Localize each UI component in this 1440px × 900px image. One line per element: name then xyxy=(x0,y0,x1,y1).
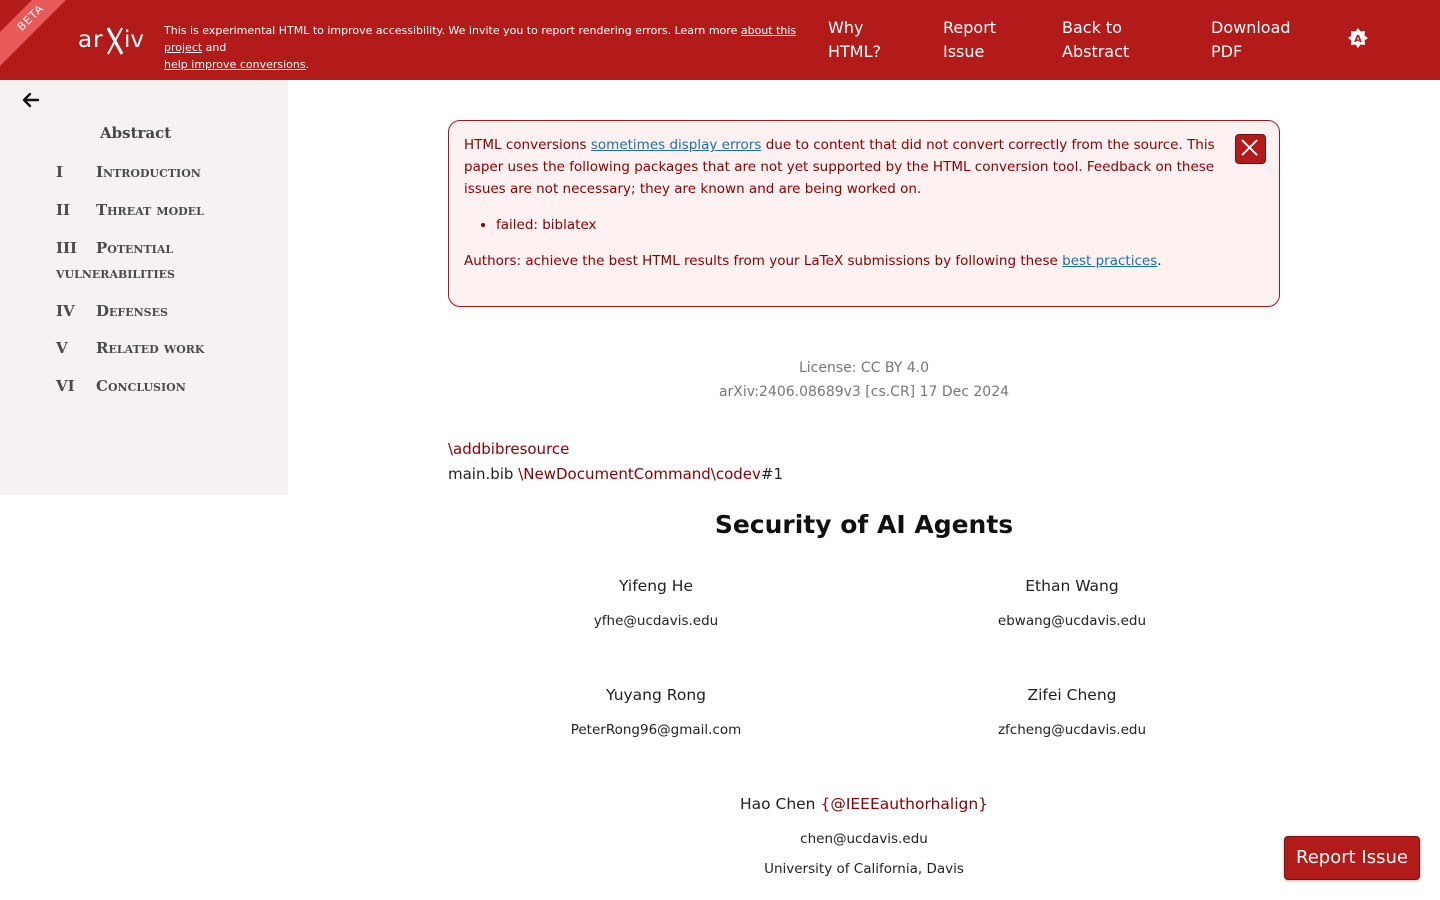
latex-line-2: main.bib \NewDocumentCommand\codev#1 xyxy=(448,465,784,483)
toc-item-potential-vulnerabilities[interactable]: III Potential vulnerabilities xyxy=(56,239,175,282)
author-name: Yuyang Rong xyxy=(606,686,706,704)
author-affiliation: University of California, Davis xyxy=(764,861,964,877)
toc-item-related-work[interactable]: V Related work xyxy=(56,339,205,357)
about-project-link[interactable]: about this project xyxy=(164,24,797,54)
alert-authors-note: Authors: achieve the best HTML results from your LaTeX submissions by following these best practices. xyxy=(464,253,1162,269)
help-conversions-link[interactable]: help improve conversions xyxy=(164,58,306,71)
close-icon xyxy=(1236,135,1265,163)
failed-package-item: • failed: biblatex xyxy=(496,214,1264,236)
toc-item-defenses[interactable]: IV Defenses xyxy=(56,302,168,320)
svg-text:A: A xyxy=(1354,34,1362,45)
html-notice: This is experimental HTML to improve accessibility. We invite you to report rendering errors. Learn more about this project and help improve conversions. xyxy=(164,24,797,71)
alert-message: HTML conversions sometimes display errors due to content that did not convert correctly from the source. This paper uses the following packages that are not yet supported by the HTML conversion tool. Feedback on these issues are not necessary; they are known and are being worked on. xyxy=(464,137,1215,197)
report-issue-button[interactable]: Report Issue xyxy=(1284,836,1420,880)
author-email: yfhe@ucdavis.edu xyxy=(593,613,719,629)
best-practices-link[interactable]: best practices xyxy=(1062,253,1158,269)
failed-packages-list xyxy=(496,214,1264,236)
author-name: Yifeng He xyxy=(619,577,693,595)
ieee-cmd: {@IEEEauthorhalign} xyxy=(820,795,989,813)
license-text: License: CC BY 4.0 xyxy=(798,360,930,376)
author-email: chen@ucdavis.edu xyxy=(800,831,928,847)
svg-text:ar: ar xyxy=(78,27,104,53)
svg-text:iv: iv xyxy=(124,27,145,53)
nav-download-pdf[interactable]: Download PDF xyxy=(1211,18,1291,61)
author-name: Zifei Cheng xyxy=(1027,686,1117,704)
author-name: Ethan Wang xyxy=(1025,577,1119,595)
toc-sidebar xyxy=(0,80,288,495)
toc-item-threat-model[interactable]: II Threat model xyxy=(56,201,204,219)
toc-item-conclusion[interactable]: VI Conclusion xyxy=(56,377,186,395)
latex-line-1: \addbibresource xyxy=(448,440,570,458)
author-name-last: Hao Chen {@IEEEauthorhalign} xyxy=(739,795,989,813)
top-banner xyxy=(0,0,1440,80)
toc-item-introduction[interactable]: I Introduction xyxy=(56,163,201,181)
author-email: PeterRong96@gmail.com xyxy=(570,722,742,738)
conversion-alert xyxy=(448,120,1280,307)
beta-ribbon: BETA xyxy=(0,0,85,72)
nav-report-issue[interactable]: Report Issue xyxy=(943,18,997,61)
display-errors-link[interactable]: sometimes display errors xyxy=(590,137,762,153)
arxiv-logo[interactable] xyxy=(78,22,152,58)
toc-abstract[interactable]: Abstract xyxy=(100,124,172,142)
author-email: ebwang@ucdavis.edu xyxy=(997,613,1147,629)
close-alert-button[interactable] xyxy=(1235,134,1266,164)
nav-why-html[interactable]: Why HTML? xyxy=(828,18,882,61)
arxiv-id: arXiv:2406.08689v3 [cs.CR] 17 Dec 2024 xyxy=(718,384,1010,400)
author-email: zfcheng@ucdavis.edu xyxy=(997,722,1147,738)
nav-back-to-abstract[interactable]: Back to Abstract xyxy=(1062,18,1130,61)
contrast-icon[interactable] xyxy=(1347,27,1369,49)
arrow-left-icon[interactable] xyxy=(20,90,42,110)
paper-title: Security of AI Agents xyxy=(714,510,1014,539)
